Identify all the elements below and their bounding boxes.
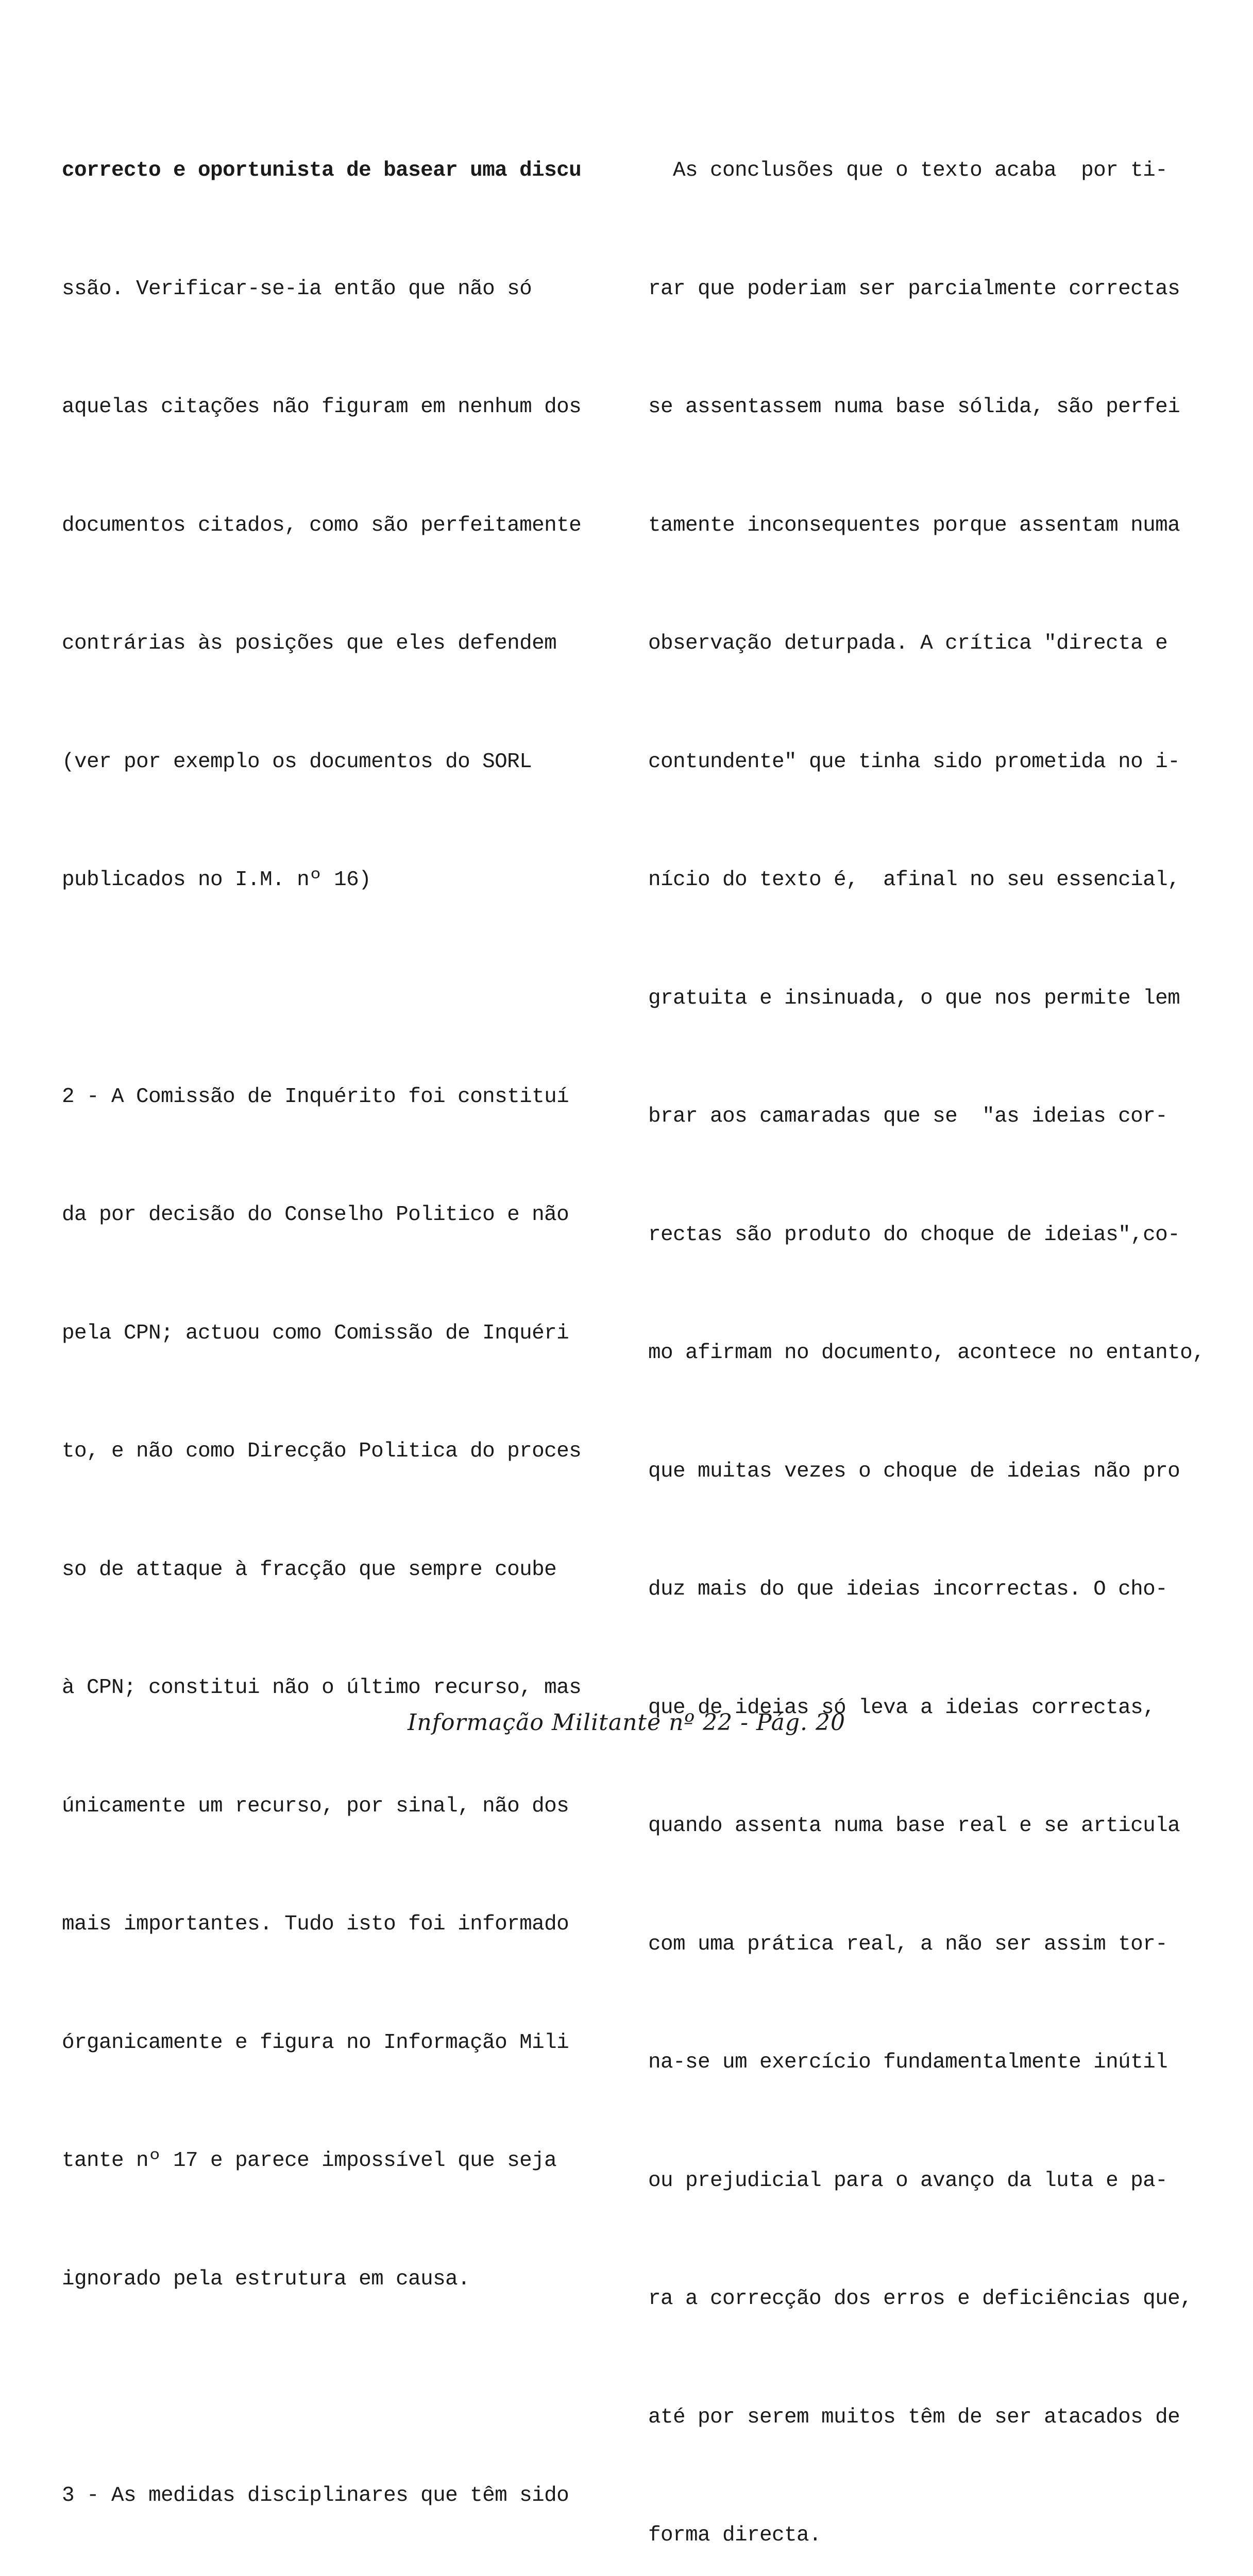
text-line: ra a correcção dos erros e deficiências que, bbox=[648, 2287, 1193, 2311]
text-line: quando assenta numa base real e se articula bbox=[648, 1814, 1180, 1838]
text-line: contrárias às posições que eles defendem bbox=[62, 632, 557, 655]
left-paragraph-1 bbox=[62, 72, 608, 979]
text-line: gratuita e insinuada, o que nos permite lem bbox=[648, 986, 1180, 1010]
right-column bbox=[648, 72, 1221, 2576]
text-line: que muitas vezes o choque de ideias não pro bbox=[648, 1459, 1180, 1483]
text-line: (ver por exemplo os documentos do SORL bbox=[62, 750, 532, 774]
text-line: forma directa. bbox=[648, 2523, 822, 2547]
right-paragraph-1 bbox=[648, 72, 1221, 2576]
text-line: ignorado pela estrutura em causa. bbox=[62, 2267, 470, 2291]
text-line: com uma prática real, a não ser assim tor- bbox=[648, 1932, 1168, 1956]
text-line: únicamente um recurso, por sinal, não dos bbox=[62, 1794, 569, 1818]
text-line: órganicamente e figura no Informação Mili bbox=[62, 2030, 569, 2055]
text-line: pela CPN; actuou como Comissão de Inquéri bbox=[62, 1321, 569, 1345]
text-line: na-se um exercício fundamentalmente inútil bbox=[648, 2050, 1168, 2074]
text-line: duz mais do que ideias incorrectas. O cho- bbox=[648, 1578, 1168, 1601]
left-paragraph-3 bbox=[62, 2397, 608, 2576]
text-line: rectas são produto do choque de ideias",co- bbox=[648, 1223, 1180, 1247]
text-line: mais importantes. Tudo isto foi informado bbox=[62, 1912, 569, 1936]
text-line: so de attaque à fracção que sempre coube bbox=[62, 1557, 557, 1582]
text-line: ssão. Verificar-se-ia então que não só bbox=[62, 277, 532, 301]
text-line: correcto e oportunista de basear uma discu bbox=[62, 159, 582, 182]
text-line: contundente" que tinha sido prometida no i- bbox=[648, 750, 1180, 774]
text-line: to, e não como Direcção Politica do proces bbox=[62, 1439, 582, 1463]
text-line: tante nº 17 e parece impossível que seja bbox=[62, 2149, 557, 2173]
text-line: à CPN; constitui não o último recurso, mas bbox=[62, 1676, 582, 1700]
text-line: nício do texto é, afinal no seu essencial, bbox=[648, 868, 1180, 892]
text-line: aquelas citações não figuram em nenhum dos bbox=[62, 395, 582, 419]
text-line: ou prejudicial para o avanço da luta e pa- bbox=[648, 2168, 1168, 2193]
text-line: tamente inconsequentes porque assentam numa bbox=[648, 513, 1180, 537]
text-line: As conclusões que o texto acaba por ti- bbox=[648, 159, 1168, 182]
text-line: 2 - A Comissão de Inquérito foi constituí bbox=[62, 1084, 569, 1109]
text-line: observação deturpada. A crítica "directa e bbox=[648, 632, 1168, 655]
text-line: da por decisão do Conselho Politico e não bbox=[62, 1203, 569, 1227]
text-line: documentos citados, como são perfeitamente bbox=[62, 513, 582, 537]
page-footer: Informação Militante nº 22 - Pág. 20 bbox=[408, 1709, 845, 1736]
text-line: mo afirmam no documento, acontece no entanto, bbox=[648, 1341, 1205, 1365]
left-paragraph-2 bbox=[62, 998, 608, 2378]
left-column bbox=[62, 72, 608, 2576]
text-line: até por serem muitos têm de ser atacados de bbox=[648, 2405, 1180, 2429]
text-line: rar que poderiam ser parcialmente correctas bbox=[648, 277, 1180, 301]
text-line: publicados no I.M. nº 16) bbox=[62, 868, 371, 892]
text-line: 3 - As medidas disciplinares que têm sido bbox=[62, 2484, 569, 2507]
text-line: que de ideias só leva a ideias correctas, bbox=[648, 1696, 1156, 1720]
text-line: se assentassem numa base sólida, são perfei bbox=[648, 395, 1180, 419]
text-line: brar aos camaradas que se "as ideias cor- bbox=[648, 1105, 1168, 1128]
